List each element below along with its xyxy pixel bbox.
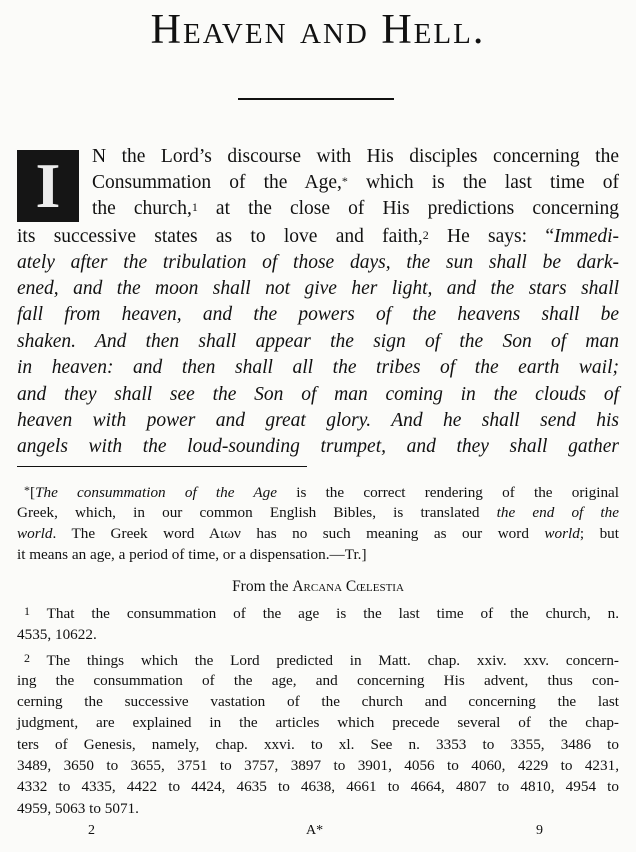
footnote-line: cerning the successive vastation of the church and concerning the last — [17, 693, 619, 710]
footnote-line: ing the consummation of the age, and concerning His advent, thus con- — [17, 672, 619, 689]
footnote-marker: * — [341, 174, 348, 188]
body-line: and they shall see the Son of man coming in the clouds of — [17, 384, 619, 405]
body-line: its successive states as to love and faith,2 He says: “Immedi- — [17, 226, 619, 247]
drop-cap: I — [17, 150, 79, 222]
title-rule — [238, 98, 394, 100]
footnote-line: 3489, 3650 to 3655, 3751 to 3757, 3897 to 3901, 4056 to 4060, 4229 to 4231, — [17, 757, 619, 774]
footnote-marker: 1 — [191, 200, 198, 214]
footnote-line: 4959, 5063 to 5071. — [17, 800, 139, 817]
body-line: ately after the tribulation of those days, the sun shall be dark- — [17, 252, 619, 273]
footnote-line: 4332 to 4335, 4422 to 4424, 4635 to 4638, 4661 to 4664, 4807 to 4810, 4954 to — [17, 778, 619, 795]
footnote-line: *[The consummation of the Age is the correct rendering of the original — [24, 483, 619, 501]
footnote-line: ters of Genesis, namely, chap. xxvi. to xl. See n. 3353 to 3355, 3486 to — [17, 736, 619, 753]
page-title: Heaven and Hell. — [150, 7, 486, 53]
body-line: heaven with power and great glory. And he shall send his — [17, 410, 619, 431]
body-line: ened, and the moon shall not give her light, and the stars shall — [17, 278, 619, 299]
signature-letter: A* — [306, 823, 324, 838]
body-line: fall from heaven, and the powers of the heavens shall be — [17, 304, 619, 325]
footnote-rule — [17, 466, 307, 467]
footnote-line: 2 The things which the Lord predicted in Matt. chap. xxiv. xxv. concern- — [24, 651, 619, 669]
body-line: in heaven: and then shall all the tribes of the earth wail; — [17, 357, 619, 378]
footnote-line: world. The Greek word Aιων has no such meaning as our word world; but — [17, 525, 619, 542]
footnote-line: Greek, which, in our common English Bibles, is translated the end of the — [17, 504, 619, 521]
body-line: shaken. And then shall appear the sign of the Son of man — [17, 331, 619, 352]
footnote-line: judgment, are explained in the articles which precede several of the chap- — [17, 714, 619, 731]
footnote-marker: 1 — [24, 604, 30, 618]
footnote-line: 4535, 10622. — [17, 626, 97, 643]
footnote-line: it means an age, a period of time, or a dispensation.—Tr.] — [17, 546, 367, 563]
page-number: 9 — [536, 823, 543, 838]
footnote-marker: * — [24, 483, 30, 497]
body-line: the church,1 at the close of His predictions concerning — [92, 198, 619, 219]
signature-mark: 2 — [88, 823, 95, 838]
footnote-line: 1 That the consummation of the age is the last time of the church, n. — [24, 604, 619, 622]
source-heading: From the Arcana Cœlestia — [232, 578, 404, 595]
footnote-marker: 2 — [422, 228, 429, 242]
body-line: Consummation of the Age,* which is the last time of — [92, 172, 619, 193]
body-line: angels with the loud-sounding trumpet, and they shall gather — [17, 436, 619, 457]
footnote-marker: 2 — [24, 651, 30, 665]
body-line: N the Lord’s discourse with His disciples concerning the — [92, 146, 619, 167]
